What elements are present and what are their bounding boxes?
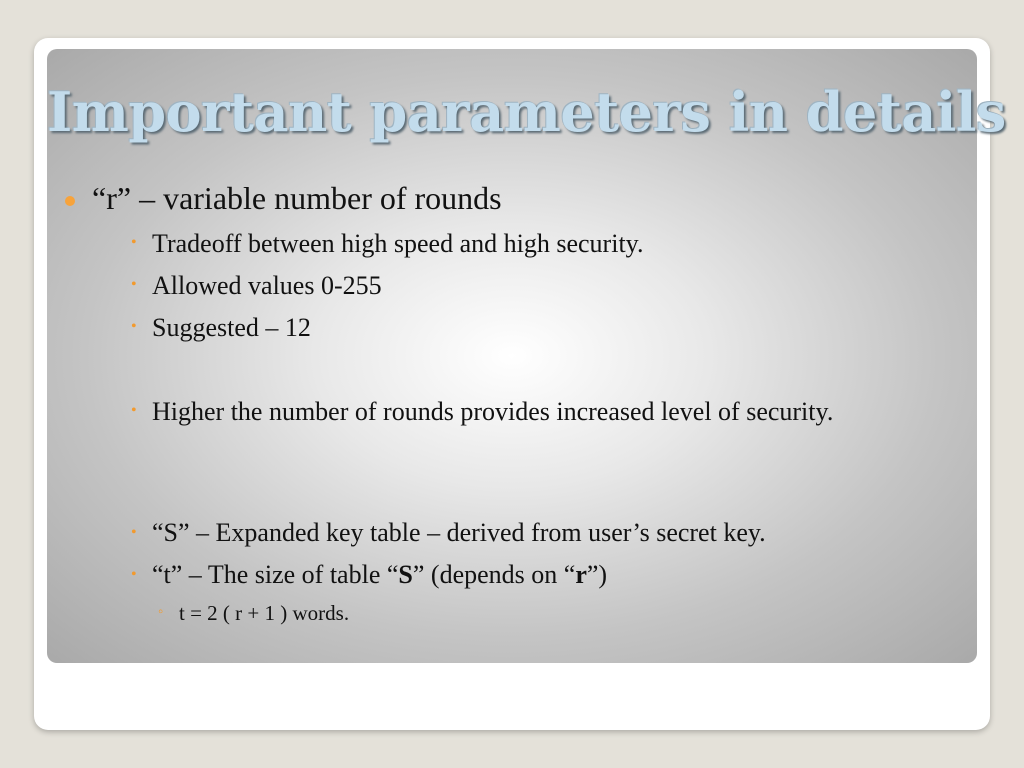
small-bullet-icon: • bbox=[131, 276, 137, 293]
slide-title: Important parameters in details bbox=[47, 80, 1006, 144]
small-bullet-icon: • bbox=[131, 234, 137, 251]
list-item-allowed-values: Allowed values 0-255 bbox=[152, 271, 382, 300]
list-item-t-size bbox=[152, 560, 607, 590]
list-item-tradeoff: Tradeoff between high speed and high security. bbox=[152, 229, 644, 258]
small-bullet-icon: • bbox=[131, 402, 137, 419]
small-bullet-icon: • bbox=[131, 566, 137, 583]
list-item-s-table: “S” – Expanded key table – derived from user’s secret key. bbox=[152, 518, 766, 547]
t-size-text-mid: ” (depends on “ bbox=[412, 560, 576, 589]
list-item-suggested: Suggested – 12 bbox=[152, 313, 311, 342]
t-size-bold-r: r bbox=[575, 560, 587, 589]
t-size-text-pre: “t” – The size of table “ bbox=[152, 560, 399, 589]
t-size-bold-s: S bbox=[398, 560, 413, 589]
list-item-t-formula: t = 2 ( r + 1 ) words. bbox=[179, 601, 350, 625]
circle-bullet-icon: ◦ bbox=[158, 603, 164, 620]
bullet-dot-icon bbox=[65, 196, 75, 206]
list-item-higher-rounds: Higher the number of rounds provides increased level of security. bbox=[152, 397, 834, 426]
t-size-text-post: ”) bbox=[586, 560, 608, 589]
small-bullet-icon: • bbox=[131, 524, 137, 541]
small-bullet-icon: • bbox=[131, 318, 137, 335]
bullet-rounds: “r” – variable number of rounds bbox=[92, 180, 502, 216]
